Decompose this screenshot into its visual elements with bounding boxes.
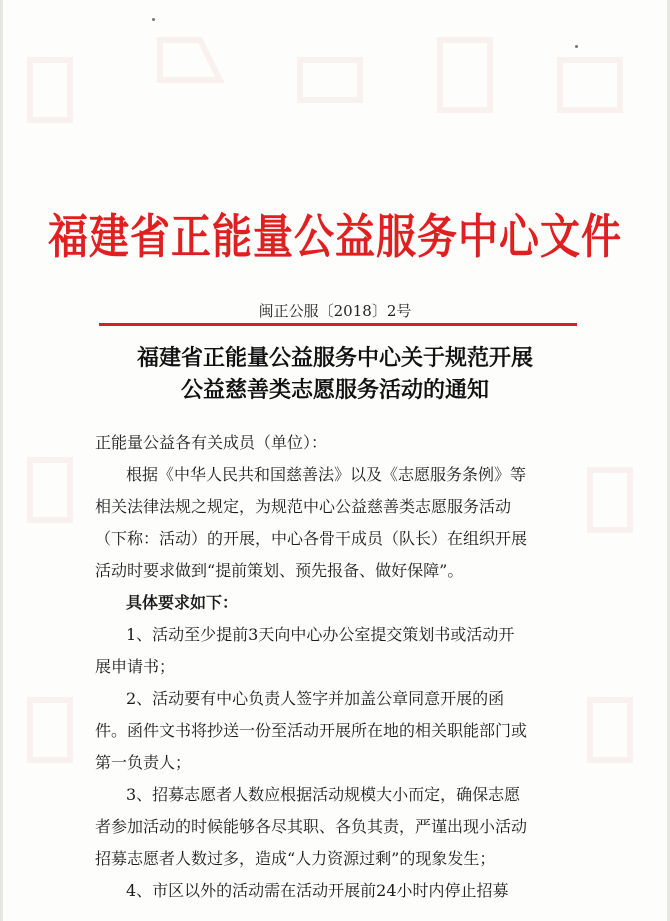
- intro-paragraph-line: 活动时要求做到“提前策划、预先报备、做好保障”。: [95, 561, 464, 580]
- notice-title-line2: 公益慈善类志愿服务活动的通知: [180, 377, 489, 403]
- requirement-item-3-line: 3、招募志愿者人数应根据活动规模大小而定，确保志愿: [126, 785, 521, 804]
- intro-paragraph-line: （下称：活动）的开展，中心各骨干成员（队长）在组织开展: [95, 529, 528, 548]
- requirement-item-2-line: 第一负责人；: [95, 753, 192, 772]
- requirement-item-1-line: 1、活动至少提前3天向中心办公室提交策划书或活动开: [126, 625, 515, 644]
- intro-paragraph-line: 根据《中华人民共和国慈善法》以及《志愿服务条例》等: [126, 465, 527, 484]
- document-header-title: 福建省正能量公益服务中心文件: [48, 209, 622, 265]
- notice-title-line1: 福建省正能量公益服务中心关于规范开展: [136, 345, 533, 371]
- document-number: 闽正公服〔2018〕2号: [258, 302, 412, 320]
- red-separator-rule: [99, 323, 577, 326]
- requirement-item-2-line: 件。函件文书将抄送一份至活动开展所在地的相关职能部门或: [95, 721, 528, 740]
- requirement-item-3-line: 招募志愿者人数过多，造成“人力资源过剩”的现象发生；: [95, 849, 496, 868]
- scan-speck: [575, 45, 578, 48]
- requirement-item-1-line: 展申请书；: [95, 657, 176, 676]
- requirement-item-2-line: 2、活动要有中心负责人签字并加盖公章同意开展的函: [126, 689, 505, 708]
- scan-speck: [152, 18, 155, 21]
- scan-edge-left: [0, 0, 3, 921]
- requirement-item-4-line: 4、市区以外的活动需在活动开展前24小时内停止招募: [126, 881, 509, 900]
- addressee: 正能量公益各有关成员（单位）：: [95, 433, 328, 452]
- requirement-item-3-line: 者参加活动的时候能够各尽其职、各负其责，严谨出现小活动: [95, 817, 528, 836]
- intro-paragraph-line: 相关法律法规之规定，为规范中心公益慈善类志愿服务活动: [95, 497, 512, 516]
- requirements-heading: 具体要求如下：: [126, 593, 239, 612]
